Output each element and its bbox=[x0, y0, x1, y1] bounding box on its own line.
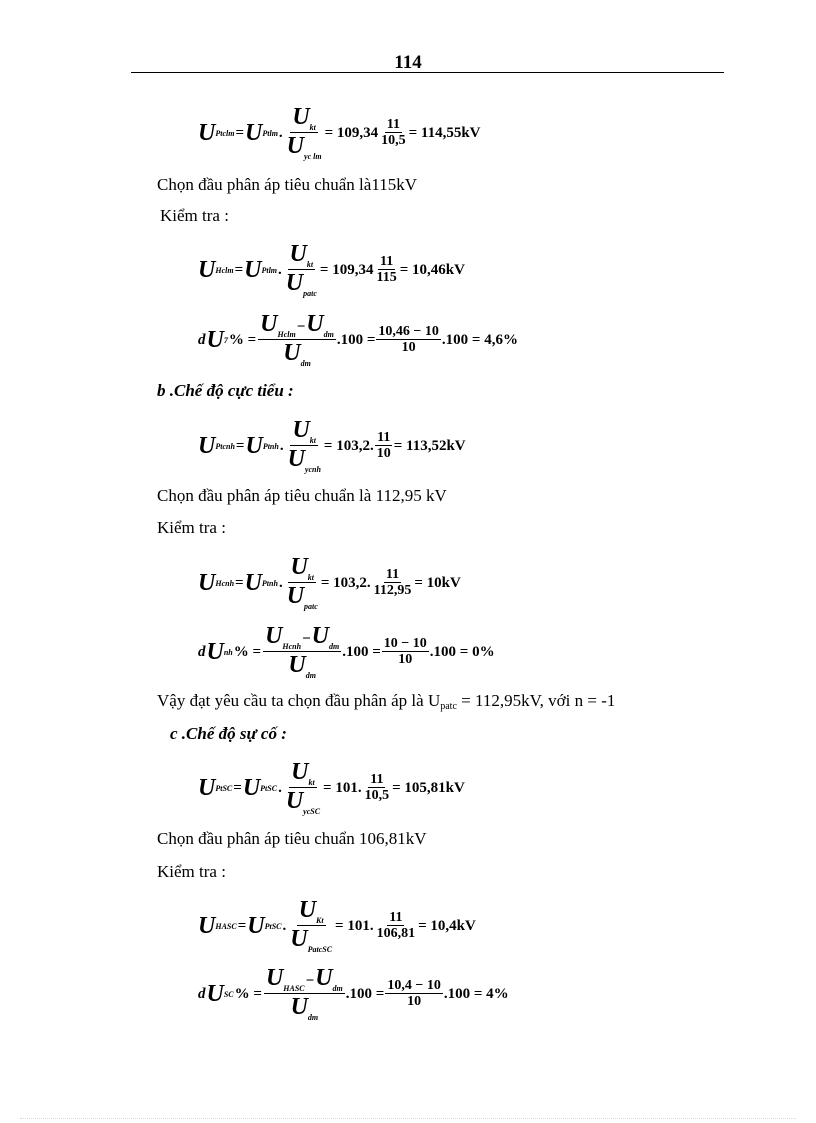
equation-4: U Ptcnh = U Ptnh . $\frac{U_{kt}}{U_{ycnh}}$ = 103,2. $\frac{11}{10}$ = 113,52kV bbox=[198, 417, 466, 475]
equation-3: d U 7 % = $\frac{U_{Hclm}-U_{dm}}{U_{dm}}$ .100 = $\frac{10,46 - 10}{10}$ .100 = 4,6% bbox=[198, 311, 518, 369]
equation-5: U Hcnh = U Ptnh . $\frac{U_{kt}}{U_{patc}}$ = 103,2. $\frac{11}{112,95}$ = 10kV bbox=[198, 554, 461, 612]
choose-tap-line-c: Chọn đầu phân áp tiêu chuẩn 106,81kV bbox=[157, 829, 427, 848]
section-heading-c: c .Chế độ sự cố : bbox=[170, 724, 287, 743]
choose-tap-line-a: Chọn đầu phân áp tiêu chuẩn là115kV bbox=[157, 175, 417, 194]
equation-1: U Ptclm = U Ptlm . $\frac{U_{kt}}{U_{yc lm}}$ = 109,34 $\frac{11}{10,5}$ = 114,55kV bbox=[198, 104, 481, 162]
equation-8: U HASC = U PtSC . $\frac{U_{Kt}}{U_{PatcSC}}$ = 101. $\frac{11}{106,81}$ = 10,4kV bbox=[198, 897, 476, 955]
section-heading-b: b .Chế độ cực tiểu : bbox=[157, 381, 294, 400]
equation-2: U Hclm = U Ptlm . $\frac{U_{kt}}{U_{patc}}$ = 109,34 $\frac{11}{115}$ = 10,46kV bbox=[198, 241, 465, 299]
conclusion-line: Vậy đạt yêu cầu ta chọn đầu phân áp là $U_{patc} = 112,95kV$, với n = -1 bbox=[157, 691, 616, 712]
header-rule bbox=[131, 72, 724, 73]
equation-7: U PtSC = U PtSC . $\frac{U_{kt}}{U_{ycSC}}$ = 101. $\frac{11}{10,5}$ = 105,81kV bbox=[198, 759, 465, 817]
equation-9: d U SC % = $\frac{U_{HASC}-U_{dm}}{U_{dm}}$ .100 = $\frac{10,4 - 10}{10}$ .100 = 4% bbox=[198, 965, 509, 1023]
check-line-b: Kiểm tra : bbox=[157, 518, 226, 537]
choose-tap-line-b: Chọn đầu phân áp tiêu chuẩn là 112,95 kV bbox=[157, 486, 447, 505]
equation-6: d U nh % = $\frac{U_{Hcnh}-U_{dm}}{U_{dm}}$ .100 = $\frac{10 - 10}{10}$ .100 = 0% bbox=[198, 623, 495, 681]
check-line-a: Kiểm tra : bbox=[160, 206, 229, 225]
page-number: 114 bbox=[394, 52, 422, 73]
check-line-c: Kiểm tra : bbox=[157, 862, 226, 881]
page-bottom-border bbox=[20, 1118, 796, 1119]
